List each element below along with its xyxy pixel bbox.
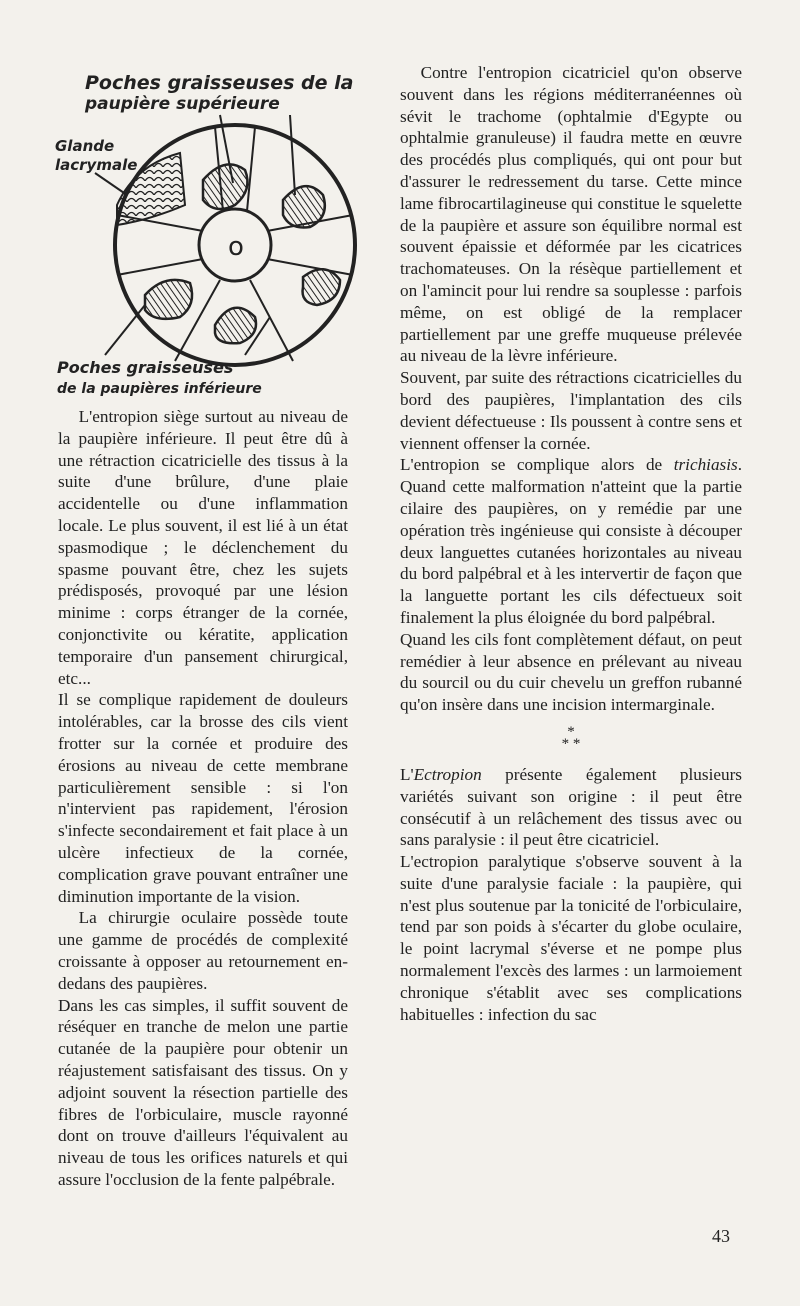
- right-paragraph-3: [400, 454, 742, 628]
- label-bottom-line2: de la paupières inférieure: [57, 381, 262, 397]
- ectropion-text: présente également plusieurs variétés suivant son origine : il peut être consécutif à un relâchement des tissus avec ou sans paralysie : il peut être cicatriciel.: [400, 764, 742, 850]
- right-paragraph-1: Contre l'entropion cicatriciel qu'on observe souvent dans les régions méditerranéennes où sévit le trachome (ophtalmie d'Egypte ou ophtalmie granuleuse) il faudra mette en œuvre des procédés plus compliqués, qui ont pour but d'assurer le redressement du tarse. Cette mince lame fibrocartilagineuse qui constitue le squelette de la paupière et assure son équilibre normal est souvent épaissie et déformée par les cicatrices trachomateuses. On la résèque partiellement et on l'amincit pour lui rendre sa souplesse : parfois même, on est obligé de la remplacer partiellement par une greffe muqueuse prélevée au niveau de la lèvre inférieure.: [400, 63, 742, 366]
- left-paragraph-2: Il se complique rapidement de douleurs intolérables, car la brosse des cils vient frotter sur la cornée et produire des érosions au niveau de cette membrane particulièrement sensible : si l'on n'intervient pas rapidement, l'érosion s'infecte secondairement et fait place à un ulcère infectieux de la cornée, complication grave pouvant entraîner une diminution importante de la vision.: [58, 690, 348, 906]
- label-top-line1: Poches graisseuses de la: [85, 72, 354, 94]
- upper-fat-pocket-2: [283, 186, 325, 227]
- lower-fat-pocket-2: [215, 308, 256, 344]
- right-paragraph-2: Souvent, par suite des rétractions cicatricielles du bord des paupières, l'implantation des cils devient défectueuse : Ils poussent à contre sens et viennent offenser la cornée.: [400, 368, 742, 453]
- right-paragraph-6: L'ectropion paralytique s'observe souvent à la suite d'une paralysie faciale : la paupière, qui n'est plus soutenue par la tonicité de l'orbiculaire, tend par son poids à s'écarter du globe oculaire, le point lacrymal s'éverse et ne pompe plus normalement l'excès des larmes : un larmoiement chronique s'établit avec ses complications habituelles : infection du sac: [400, 852, 742, 1024]
- label-gland-line2: lacrymale: [55, 156, 138, 174]
- eyelid-fat-pockets-diagram: [55, 55, 365, 400]
- separator-star-top: *: [567, 723, 575, 740]
- page-number: 43: [712, 1226, 730, 1246]
- pointer-upper-right: [290, 115, 295, 195]
- right-paragraph-5: [400, 764, 742, 851]
- separator-star-bottom: * *: [561, 735, 581, 752]
- pointer-lower-left: [105, 305, 145, 355]
- lower-fat-pocket-1: [145, 280, 192, 319]
- trichiasis-lead: L'entropion se complique alors de: [400, 455, 674, 475]
- right-text-column: [400, 62, 742, 1025]
- label-bottom-line1: Poches graisseuses: [57, 358, 234, 377]
- section-separator: [400, 723, 742, 752]
- lower-fat-pocket-3: [303, 269, 340, 305]
- ectropion-term: Ectropion: [413, 764, 482, 784]
- ectropion-prefix: L': [400, 764, 414, 784]
- upper-fat-pocket-1: [203, 164, 247, 209]
- trichiasis-text: . Quand cette malformation n'atteint que la partie cilaire des paupières, on y remédie par une opération très ingénieuse qui consiste à découper deux languettes cutanées horizontales au niveau du bord palpébral et à les intervertir de façon que la languette portant les cils défectueux soit finalement la plus éloignée du bord palpébral.: [400, 455, 742, 627]
- left-text-column: [58, 406, 348, 1191]
- left-paragraph-4: Dans les cas simples, il suffit souvent de réséquer en tranche de melon une partie cutanée de la paupière pour obtenir un réajustement satisfaisant des tissus. On y adjoint souvent la résection partielle des fibres de l'orbiculaire, muscle rayonné dont on trouve d'ailleurs l'équivalent au niveau de tous les orifices naturels et qui assure l'occlusion de la fente palpébrale.: [58, 995, 348, 1189]
- left-paragraph-3: La chirurgie oculaire possède toute une gamme de procédés de complexité croissante à opposer au retournement en-dedans des paupières.: [58, 908, 348, 993]
- diagram-svg: [55, 55, 365, 400]
- trichiasis-term: trichiasis: [673, 455, 738, 475]
- label-top-line2: paupière supérieure: [85, 94, 280, 114]
- label-gland-line1: Glande: [55, 137, 115, 155]
- pointer-gland: [95, 173, 127, 195]
- left-paragraph-1: L'entropion siège surtout au niveau de la paupière inférieure. Il peut être dû à une rétraction cicatricielle des tissus à la suite d'une brûlure, d'une plaie accidentelle ou d'une inflammation locale. Le plus souvent, il est lié à un état spasmodique ; le déclenchement du spasme pouvant être, chez les sujets prédisposés, provoqué par une lésion minime : corps étranger de la cornée, conjonctivite ou kératite, application temporaire d'un pansement chirurgical, etc...: [58, 407, 348, 688]
- center-mark: o: [228, 232, 244, 262]
- right-paragraph-4: Quand les cils font complètement défaut, on peut remédier à leur absence en prélevant au niveau du sourcil ou du cuir chevelu un greffon rubanné qu'on insère dans une incision intermarginale.: [400, 629, 742, 715]
